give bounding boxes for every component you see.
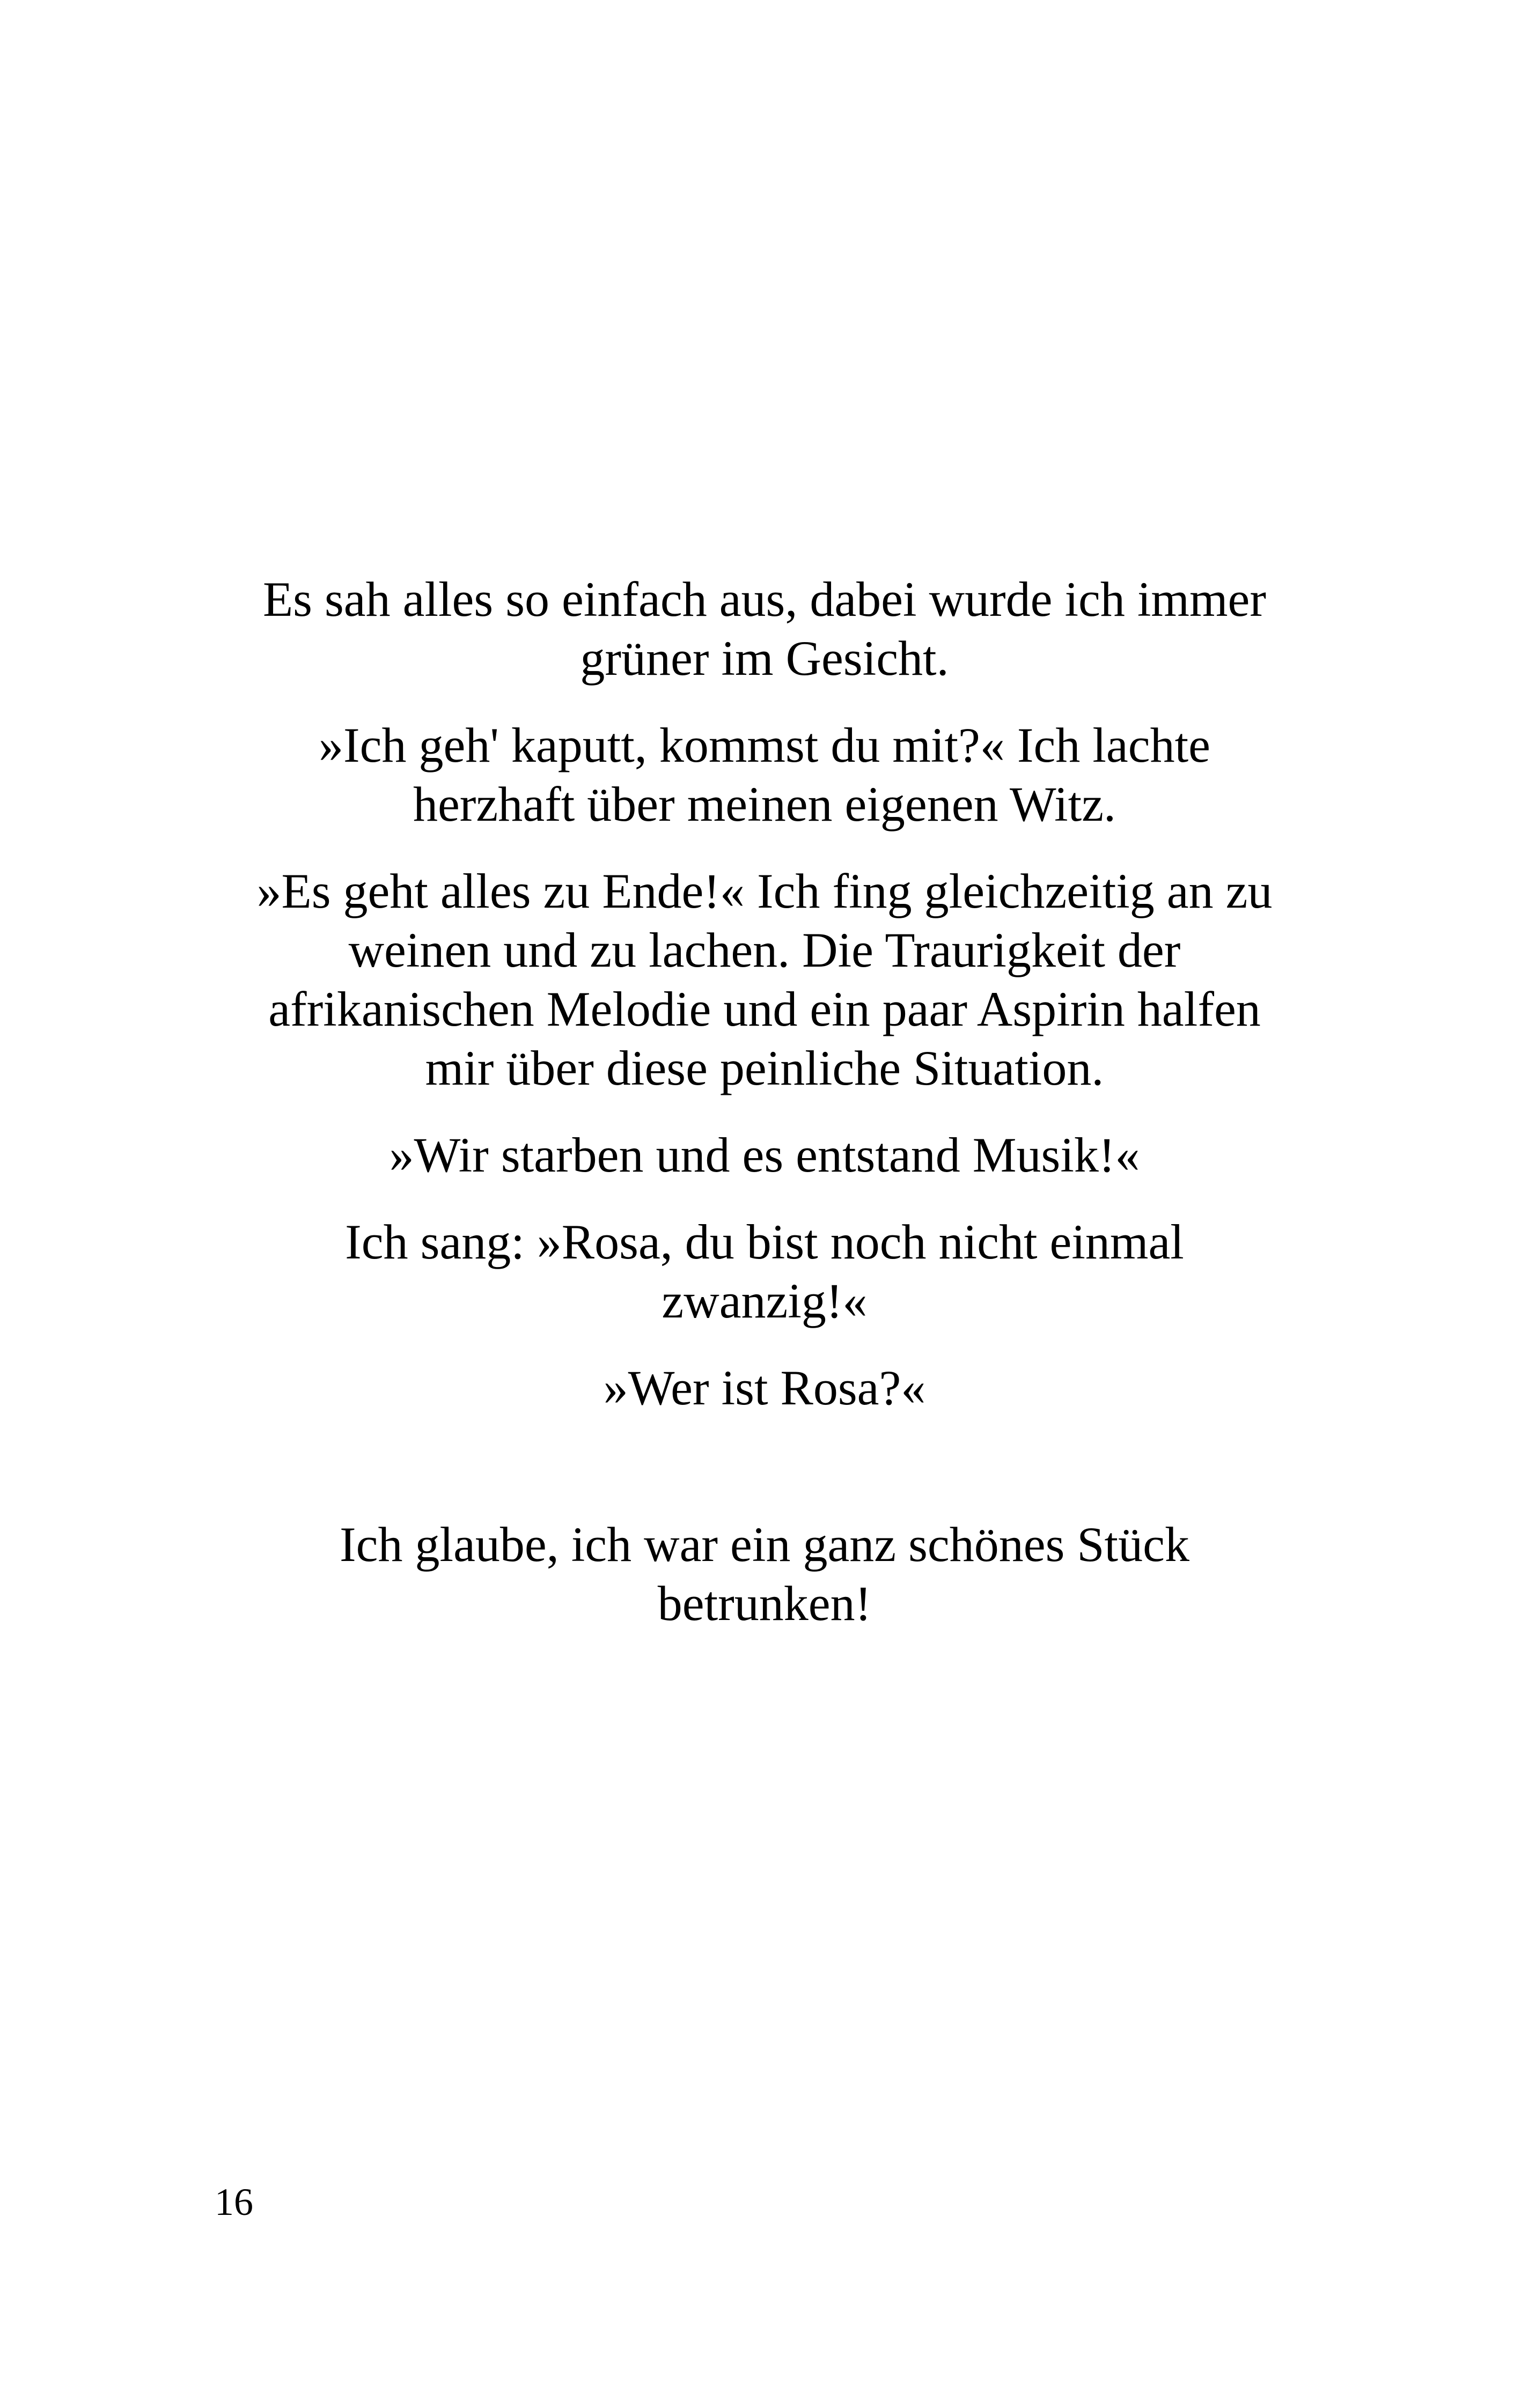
paragraph-6 [215,1358,1314,1417]
text-line: mir über diese peinliche Situation. [425,1041,1104,1095]
paragraph-2 [215,716,1314,834]
text-line: Ich sang: »Rosa, du bist noch nicht einmal [345,1214,1184,1269]
text-line: Es sah alles so einfach aus, dabei wurde ich immer [262,572,1267,627]
paragraph-5 [215,1212,1314,1330]
text-line: zwanzig!« [662,1273,868,1328]
page-number: 16 [215,2181,253,2223]
text-line: Ich glaube, ich war ein ganz schönes Stück [340,1517,1189,1572]
paragraph-3 [215,861,1314,1098]
section-break [215,1445,1314,1515]
text-line: »Es geht alles zu Ende!« Ich fing gleichzeitig an zu [256,864,1273,918]
paragraph-1 [215,570,1314,688]
paragraph-4 [215,1125,1314,1184]
paragraph-7 [215,1515,1314,1633]
text-line: »Wer ist Rosa?« [603,1360,926,1415]
text-line: afrikanischen Melodie und ein paar Aspirin halfen [268,982,1261,1036]
text-line: grüner im Gesicht. [580,631,949,686]
text-line: betrunken! [657,1576,872,1631]
text-line: herzhaft über meinen eigenen Witz. [413,777,1116,831]
text-line: »Ich geh' kaputt, kommst du mit?« Ich lachte [319,718,1210,772]
body-text [215,570,1314,1661]
text-line: »Wir starben und es entstand Musik!« [389,1128,1140,1182]
text-line: weinen und zu lachen. Die Traurigkeit der [348,923,1181,977]
